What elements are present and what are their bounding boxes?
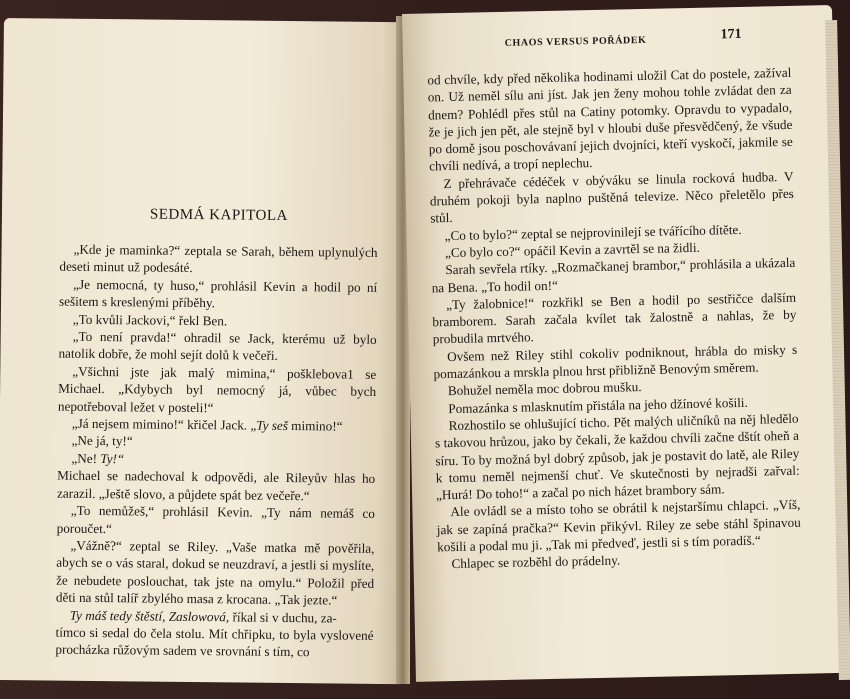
paragraph: Sarah sevřela rtíky. „Rozmačkanej brambor,“ prohlásila a ukázala na Bena. „To hodil on!“ [431,255,796,295]
paragraph: Bohužel neměla moc dobrou mušku. [447,379,642,399]
paragraph: „To není pravda!“ ohradil se Jack, kterému už bylo natolik dobře, že mohl sejít dolů k večeři. [58,328,377,364]
left-page-text [55,241,377,662]
right-page-text [427,64,801,573]
left-page [0,18,406,684]
page-number: 171 [720,26,742,43]
chapter-title: SEDMÁ KAPITOLA [149,206,289,224]
italic-run: Ty!“ [100,450,125,467]
paragraph: Z přehrávače cédéček v obýváku se linula rocková hudba. V druhém pokoji byla naplno puštěná televize. Něco přeletělo přes stůl. [429,168,795,226]
paragraph: „To nemůžeš,“ prohlásil Kevin. „Ty nám nemáš co poroučet.“ [56,502,375,536]
paragraph: „Vážně?“ zeptal se Riley. „Vaše matka mě pověřila, abych se o vás staral, dokud se neuzdraví, a jestli si myslíte, že nebudete poslouchat, tak jste na omylu.“ Položil před děti na stůl talíř zbylého masa z krocana. „Tak jezte.“ [55,537,375,608]
text-run: mimino!“ [287,418,343,434]
running-head: CHAOS VERSUS POŘÁDEK [504,34,647,49]
paragraph: tímco si sedal do čela stolu. Mít chřipku, to byla vyslovené procházka růžovým sadem ve srovnání s tím, co [55,624,374,660]
paragraph: „Co to bylo?“ zeptal se nejprovinilejí se tvářícího dítěte. [444,221,742,243]
paragraph: „Ty žalobnice!“ rozkřikl se Ben a hodil po sestřičce dalším bramborem. Sarah začala kvílet tak žalostně a nahlas, že by probudila mrtvého. [432,289,797,347]
paragraph: „Všichni jste jak malý mimina,“ pošklebova1 se Michael. „Kdybych byl nemocný já, vůbec bych nepotřeboval ležet v posteli!“ [57,363,377,415]
text-run: „Já nejsem mimino!“ křičel Jack. „ [71,415,257,433]
right-page [402,5,846,682]
paragraph: „Ne já, ty!“ [71,433,133,449]
paragraph: „Je nemocná, ty huso,“ prohlásil Kevin a hodil po ní sešitem s kreslenými příběhy. [58,276,378,311]
italic-run: Ty seš [256,417,289,434]
paragraph: Rozhostilo se ohlušující ticho. Pět malých uličníků na něj hledělo s takovou hrůzou, jako by čekali, že každou chvíli začne dštít oheň a síru. To by možná byl dobrý způsob, jak je postavit do latě, ale Riley k tomu neměl nejmenší chuť. Ve skutečnosti by nejradši zařval: „Hurá! Do toho!“ a začal po nich házet brambory sám. [434,410,800,503]
italic-run: Ty máš tedy štěstí, Zaslowová, [69,607,230,624]
paragraph: Pomazánka s mlasknutím přistála na jeho džínové košili. [448,394,748,416]
paragraph: „Kde je maminka?“ zeptala se Sarah, během uplynulých deseti minut už podesáté. [59,241,378,276]
paragraph: od chvíle, kdy před několika hodinami uložil Cat do postele, zažíval on. Už neměl sílu ani jíst. Jak jen ženy mohou tohle zvládat den za dnem? Pohlédl přes stůl na Catiny potomky. Opravdu to vypadalo, že je jich jen pět, ale stejně byl v hloubi duše přesvědčený, že všude po domě jsou poschovávaní jejich dvojníci, kteří vyskočí, jakmile se chvíli nedívá, a tropí neplechu. [427,64,793,174]
paragraph: Ale ovládl se a místo toho se obrátil k nejstaršímu chlapci. „Víš, jak se zapíná pračka?“ Kevin přikývl. Riley ze sebe stáhl špinavou košili a podal mu ji. „Tak mi předveď, jestli si s tím poradíš.“ [436,497,801,555]
paragraph: Chlapec se rozběhl do prádelny. [451,552,621,572]
text-run: „Ne! [71,450,101,466]
paragraph: Ovšem než Riley stihl cokoliv podniknout, hrábla do misky s pomazánkou a mrskla plnou hrst přibližně Benovým směrem. [433,341,798,382]
paragraph: Michael se nadechoval k odpovědi, ale Rileyův hlas ho zarazil. „Ještě slovo, a půjdete spát bez večeře.“ [56,467,376,503]
paragraph: „Co bylo co?“ opáčil Kevin a zavrtěl se na židli. [444,239,700,261]
paragraph: „To kvůli Jackovi,“ řekl Ben. [72,311,228,328]
text-run: říkal si v duchu, za- [229,608,337,626]
